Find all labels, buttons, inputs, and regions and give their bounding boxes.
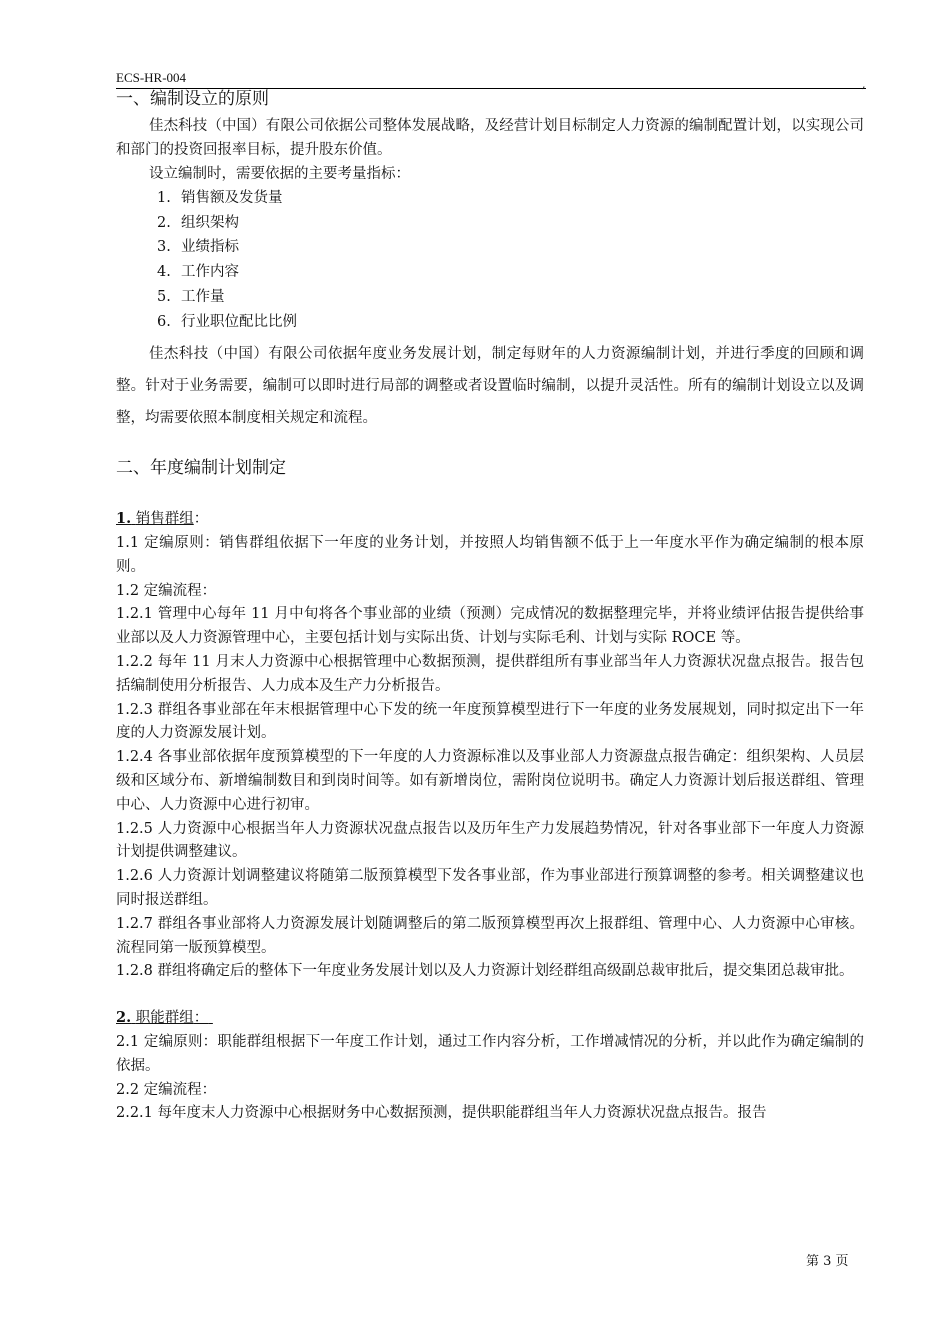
document-code: ECS-HR-004 — [116, 70, 187, 85]
list-item: 5. 工作量 — [157, 288, 225, 305]
group1-heading: 1. 销售群组： — [116, 510, 209, 528]
list-item: 3. 业绩指标 — [157, 239, 239, 256]
header-mark: , — [862, 78, 866, 91]
list-item: 4. 工作内容 — [157, 264, 239, 281]
section1-intro: 佳杰科技（中国）有限公司依据公司整体发展战略，及经营计划目标制定人力资源的编制配置计划，以实现公司和部门的投资回报率目标，提升股东价值。 — [116, 118, 864, 158]
list-item: 2. 组织架构 — [157, 214, 239, 231]
indicator-list — [116, 186, 864, 334]
group1-item: 1.2.6 人力资源计划调整建议将随第二版预算模型下发各事业部，作为事业部进行预算调整的参考。相关调整建议也同时报送群组。 — [116, 868, 864, 908]
group2-item: 2.1 定编原则：职能群组根据下一年度工作计划，通过工作内容分析，工作增减情况的分析，并以此作为确定编制的依据。 — [116, 1033, 864, 1074]
indicators-lead: 设立编制时，需要依据的主要考量指标： — [149, 166, 410, 182]
group1-item: 1.2.8 群组将确定后的整体下一年度业务发展计划以及人力资源计划经群组高级副总裁审批后，提交集团总裁审批。 — [116, 963, 854, 980]
group1-item: 1.1 定编原则：销售群组依据下一年度的业务计划，并按照人均销售额不低于上一年度水平作为确定编制的根本原则。 — [116, 535, 864, 575]
group1-item: 1.2.5 人力资源中心根据当年人力资源状况盘点报告以及历年生产力发展趋势情况，针对各事业部下一年度人力资源计划提供调整建议。 — [116, 820, 864, 861]
section2-title: 二、年度编制计划制定 — [116, 458, 286, 479]
page-number: 第 3 页 — [806, 1254, 849, 1269]
section1-title: 一、编制设立的原则 — [116, 89, 269, 109]
group1-item: 1.2.7 群组各事业部将人力资源发展计划随调整后的第二版预算模型再次上报群组、管理中心、人力资源中心审核。流程同第一版预算模型。 — [116, 915, 864, 956]
list-item: 1. 销售额及发货量 — [157, 190, 283, 206]
group1-item: 1.2.3 群组各事业部在年末根据管理中心下发的统一年度预算模型进行下一年度的业务发展规划，同时拟定出下一年度的人力资源发展计划。 — [116, 701, 864, 742]
group1-item: 1.2 定编流程： — [116, 582, 217, 599]
group2-item: 2.2 定编流程： — [116, 1081, 217, 1098]
list-item: 6. 行业职位配比比例 — [157, 313, 297, 330]
group2-heading: 2. 职能群组： — [116, 1009, 209, 1027]
group1-item: 1.2.4 各事业部依据年度预算模型的下一年度的人力资源标准以及事业部人力资源盘点报告确定：组织架构、人员层级和区域分布、新增编制数目和到岗时间等。如有新增岗位，需附岗位说明书。确定人力资源计划后报送群组、管理中心、人力资源中心进行初审。 — [116, 749, 864, 813]
group2-item: 2.2.1 每年度末人力资源中心根据财务中心数据预测，提供职能群组当年人力资源状况盘点报告。报告 — [116, 1105, 767, 1122]
section1-closing: 佳杰科技（中国）有限公司依据年度业务发展计划，制定每财年的人力资源编制计划，并进行季度的回顾和调整。针对于业务需要，编制可以即时进行局部的调整或者设置临时编制，以提升灵活性。所有的编制计划设立以及调整，均需要依照本制度相关规定和流程。 — [116, 346, 864, 427]
group1-item: 1.2.2 每年 11 月末人力资源中心根据管理中心数据预测，提供群组所有事业部当年人力资源状况盘点报告。报告包括编制使用分析报告、人力成本及生产力分析报告。 — [116, 654, 864, 694]
document-body — [116, 88, 864, 1126]
group1-item: 1.2.1 管理中心每年 11 月中旬将各个事业部的业绩（预测）完成情况的数据整理完毕，并将业绩评估报告提供给事业部以及人力资源管理中心，主要包括计划与实际出货、计划与实际毛利、计划与实际 ROCE 等。 — [116, 606, 864, 647]
